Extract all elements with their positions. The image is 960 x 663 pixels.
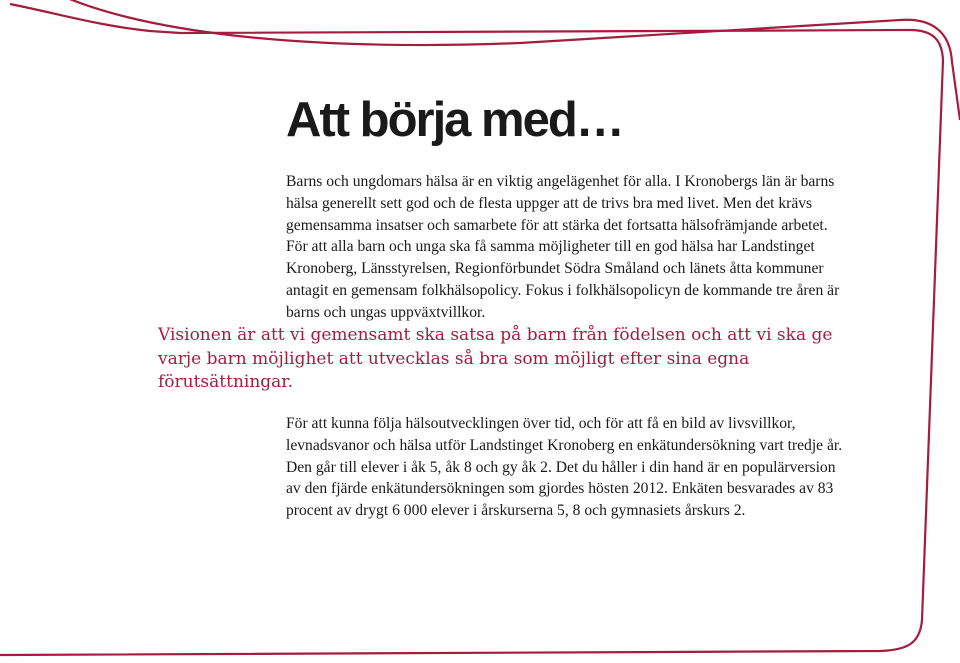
page-title: Att börja med…	[286, 93, 623, 147]
survey-paragraph: För att kunna följa hälsoutvecklingen över tid, och för att få en bild av livsvillkor, levnadsvanor och hälsa utför Landstinget Kronoberg en enkätundersökning vart tredje år. Den går till elever i åk 5, åk 8 och gy åk 2. Det du håller i din hand är en populärversion av den fjärde enkätundersökningen som gjordes hösten 2012. Enkäten besvarades av 83 procent av drygt 6 000 elever i årskurserna 5, 8 och gymnasiets årskurs 2.	[286, 415, 843, 520]
vision-statement: Visionen är att vi gemensamt ska satsa på barn från födelsen och att vi ska ge varje barn möjlighet att utvecklas så bra som möjligt efter sina egna förutsättningar.	[158, 325, 833, 392]
intro-paragraph: Barns och ungdomars hälsa är en viktig angelägenhet för alla. I Kronobergs län är barns hälsa generellt sett god och de flesta uppger att de trivs bra med livet. Men det krävs gemensamma insatser och samarbete för att stärka det fortsatta hälsofrämjande arbetet. För att alla barn och unga ska få samma möjligheter till en god hälsa har Landstinget Kronoberg, Länsstyrelsen, Regionförbundet Södra Småland och länets åtta kommuner antagit en gemensam folkhälsopolicy. Fokus i folkhälsopolicyn de kommande tre åren är barns och ungas uppväxtvillkor.	[286, 173, 840, 321]
